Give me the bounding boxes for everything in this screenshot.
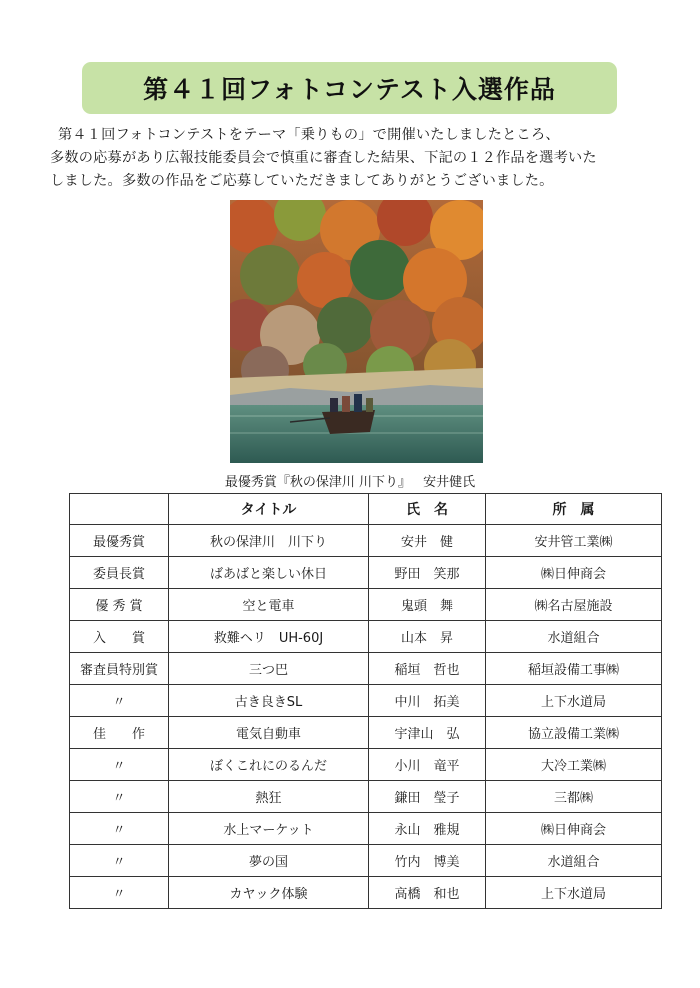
award-cell: 最優秀賞 [70,525,169,557]
page-title: 第４１回フォトコンテスト入選作品 [82,62,617,114]
winners-table [69,493,662,909]
name-cell: 竹内 博美 [369,845,486,877]
caption-work: 最優秀賞『秋の保津川 川下り』 [224,475,412,490]
name-cell: 小川 竜平 [369,749,486,781]
affiliation-cell: ㈱日伸商会 [486,813,662,845]
affiliation-cell: 安井管工業㈱ [486,525,662,557]
affiliation-cell: 大冷工業㈱ [486,749,662,781]
intro-text [50,124,660,193]
title-cell: 夢の国 [169,845,369,877]
table-row [70,749,662,781]
name-cell: 安井 健 [369,525,486,557]
award-cell: 〃 [70,685,169,717]
title-cell: 電気自動車 [169,717,369,749]
award-cell: 〃 [70,813,169,845]
award-cell: 佳 作 [70,717,169,749]
table-header-row [70,494,662,525]
header-award [70,494,169,525]
title-cell: 熱狂 [169,781,369,813]
table-row [70,845,662,877]
affiliation-cell: 三都㈱ [486,781,662,813]
name-cell: 山本 昇 [369,621,486,653]
caption-author: 安井健氏 [423,475,476,490]
title-cell: 秋の保津川 川下り [169,525,369,557]
affiliation-cell: 水道組合 [486,621,662,653]
affiliation-cell: ㈱名古屋施設 [486,589,662,621]
title-cell: ぼくこれにのるんだ [169,749,369,781]
affiliation-cell: 稲垣設備工事㈱ [486,653,662,685]
title-cell: カヤック体験 [169,877,369,909]
award-cell: 〃 [70,845,169,877]
table-row [70,653,662,685]
name-cell: 稲垣 哲也 [369,653,486,685]
award-cell: 〃 [70,781,169,813]
intro-line: 多数の応募があり広報技能委員会で慎重に審査した結果、下記の１２作品を選考いた [50,150,597,166]
name-cell: 鎌田 瑩子 [369,781,486,813]
table-row [70,557,662,589]
title-cell: 水上マーケット [169,813,369,845]
name-cell: 永山 雅規 [369,813,486,845]
table-row [70,877,662,909]
table-row [70,717,662,749]
table-row [70,589,662,621]
affiliation-cell: 上下水道局 [486,685,662,717]
name-cell: 鬼頭 舞 [369,589,486,621]
award-cell: 〃 [70,877,169,909]
table-row [70,813,662,845]
award-cell: 〃 [70,749,169,781]
affiliation-cell: ㈱日伸商会 [486,557,662,589]
title-cell: 空と電車 [169,589,369,621]
award-cell: 委員長賞 [70,557,169,589]
photo-caption [0,471,700,490]
affiliation-cell: 上下水道局 [486,877,662,909]
title-cell: 救難ヘリ UH-60J [169,621,369,653]
award-cell: 入 賞 [70,621,169,653]
name-cell: 宇津山 弘 [369,717,486,749]
affiliation-cell: 水道組合 [486,845,662,877]
affiliation-cell: 協立設備工業㈱ [486,717,662,749]
table-row [70,781,662,813]
intro-line: しました。多数の作品をご応募していただきましてありがとうございました。 [50,173,554,189]
river-boat-autumn-photo [230,200,483,463]
header-name: 氏 名 [369,494,486,525]
name-cell: 野田 笑那 [369,557,486,589]
award-cell: 審査員特別賞 [70,653,169,685]
table-row [70,525,662,557]
intro-line: 第４１回フォトコンテストをテーマ「乗りもの」で開催いたしましたところ、 [58,127,560,143]
name-cell: 高橋 和也 [369,877,486,909]
title-cell: 三つ巴 [169,653,369,685]
title-cell: ばあばと楽しい休日 [169,557,369,589]
header-title: タイトル [169,494,369,525]
winning-photo [230,200,483,463]
name-cell: 中川 拓美 [369,685,486,717]
award-cell: 優 秀 賞 [70,589,169,621]
table-row [70,621,662,653]
table-row [70,685,662,717]
header-affiliation: 所 属 [486,494,662,525]
title-cell: 古き良きSL [169,685,369,717]
